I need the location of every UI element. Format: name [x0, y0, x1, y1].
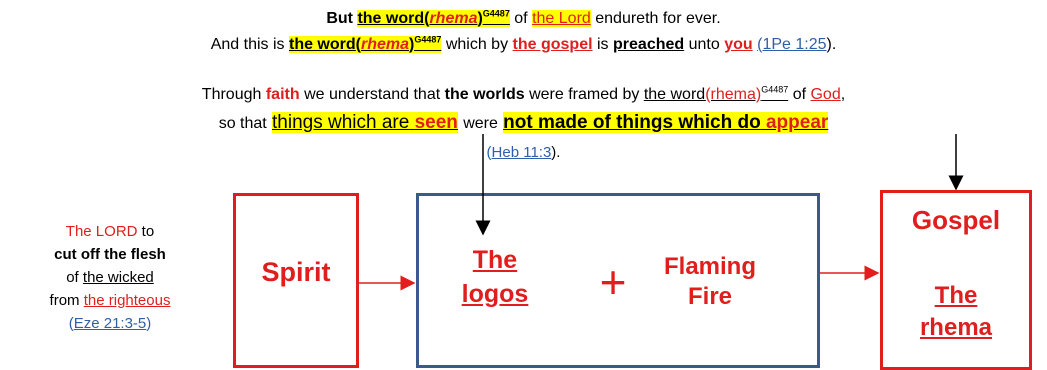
- paren-open: (: [355, 36, 361, 53]
- text-of: of: [514, 10, 528, 27]
- the-word-text: the word: [357, 10, 425, 27]
- ref-open: (: [68, 315, 74, 332]
- text-so-that: so that: [218, 115, 267, 132]
- ref-eze-21-3-5-link[interactable]: Eze 21:3-5: [73, 315, 147, 332]
- not-made-text: not made of things which do: [503, 112, 761, 133]
- text-endureth: endureth for ever.: [595, 10, 721, 27]
- text-and-this-is: And this is: [210, 36, 285, 53]
- you-text: you: [724, 36, 753, 53]
- ref-close: ).: [826, 36, 837, 53]
- ref-close: ): [146, 315, 152, 332]
- text-were-framed-by: were framed by: [529, 86, 640, 103]
- flaming-fire-label: [640, 252, 780, 312]
- the-lord-text: the Lord: [532, 10, 591, 27]
- things-which-are-text: things which are: [272, 112, 410, 133]
- the-worlds-text: the worlds: [444, 86, 525, 103]
- the-word-text: the word: [288, 36, 356, 53]
- rhema-paren-text: (rhema): [705, 86, 762, 103]
- the-wicked-text: the wicked: [82, 269, 154, 286]
- text-is: is: [597, 36, 609, 53]
- ref-1pe-1-25-link[interactable]: 1Pe 1:25: [762, 36, 827, 53]
- paren-close: ): [477, 10, 483, 27]
- the-righteous-text: the righteous: [83, 292, 171, 309]
- preached-text: preached: [613, 36, 685, 53]
- ref-heb-11-3-link[interactable]: Heb 11:3: [491, 144, 552, 161]
- god-text: God: [810, 86, 841, 103]
- plus-sign: +: [599, 256, 627, 308]
- rhema-text: rhema: [919, 314, 993, 341]
- the-word-text: the word: [643, 86, 706, 103]
- text-through: Through: [201, 86, 262, 103]
- ref-open: (: [486, 144, 492, 161]
- text-unto: unto: [688, 36, 720, 53]
- text-which-by: which by: [445, 36, 509, 53]
- seen-text: seen: [414, 112, 458, 133]
- text-of: of: [792, 86, 807, 103]
- text-to: to: [141, 223, 155, 240]
- rhema-word: rhema: [429, 10, 478, 27]
- logos-text: logos: [461, 280, 529, 308]
- flaming-text: Flaming: [663, 253, 756, 280]
- the-gospel-text: the gospel: [512, 36, 593, 53]
- text-we-understand: we understand that: [304, 86, 441, 103]
- comma: ,: [840, 86, 846, 103]
- strongs-number: G4487: [414, 34, 442, 45]
- cut-off-flesh-text: cut off the flesh: [54, 246, 166, 263]
- rhema-word: rhema: [360, 36, 410, 53]
- the-text: The: [472, 246, 518, 274]
- appear-text: appear: [765, 112, 829, 133]
- paren-open: (: [424, 10, 430, 27]
- text-from: from: [49, 292, 80, 309]
- strongs-number: G4487: [761, 84, 789, 95]
- ref-open: (: [757, 36, 763, 53]
- ref-close: ).: [551, 144, 561, 161]
- the-lord-text: The LORD: [65, 223, 138, 240]
- text-of: of: [66, 269, 79, 286]
- gospel-label: Gospel: [911, 205, 1001, 235]
- fire-text: Fire: [687, 283, 732, 310]
- the-text: The: [934, 282, 978, 309]
- the-logos-label: [440, 243, 550, 311]
- strongs-number: G4487: [482, 8, 510, 19]
- faith-text: faith: [265, 86, 300, 103]
- paren-close: ): [409, 36, 415, 53]
- text-were: were: [463, 115, 498, 132]
- text-but: But: [326, 10, 353, 27]
- spirit-label: Spirit: [261, 257, 331, 287]
- the-rhema-label: [880, 280, 1032, 344]
